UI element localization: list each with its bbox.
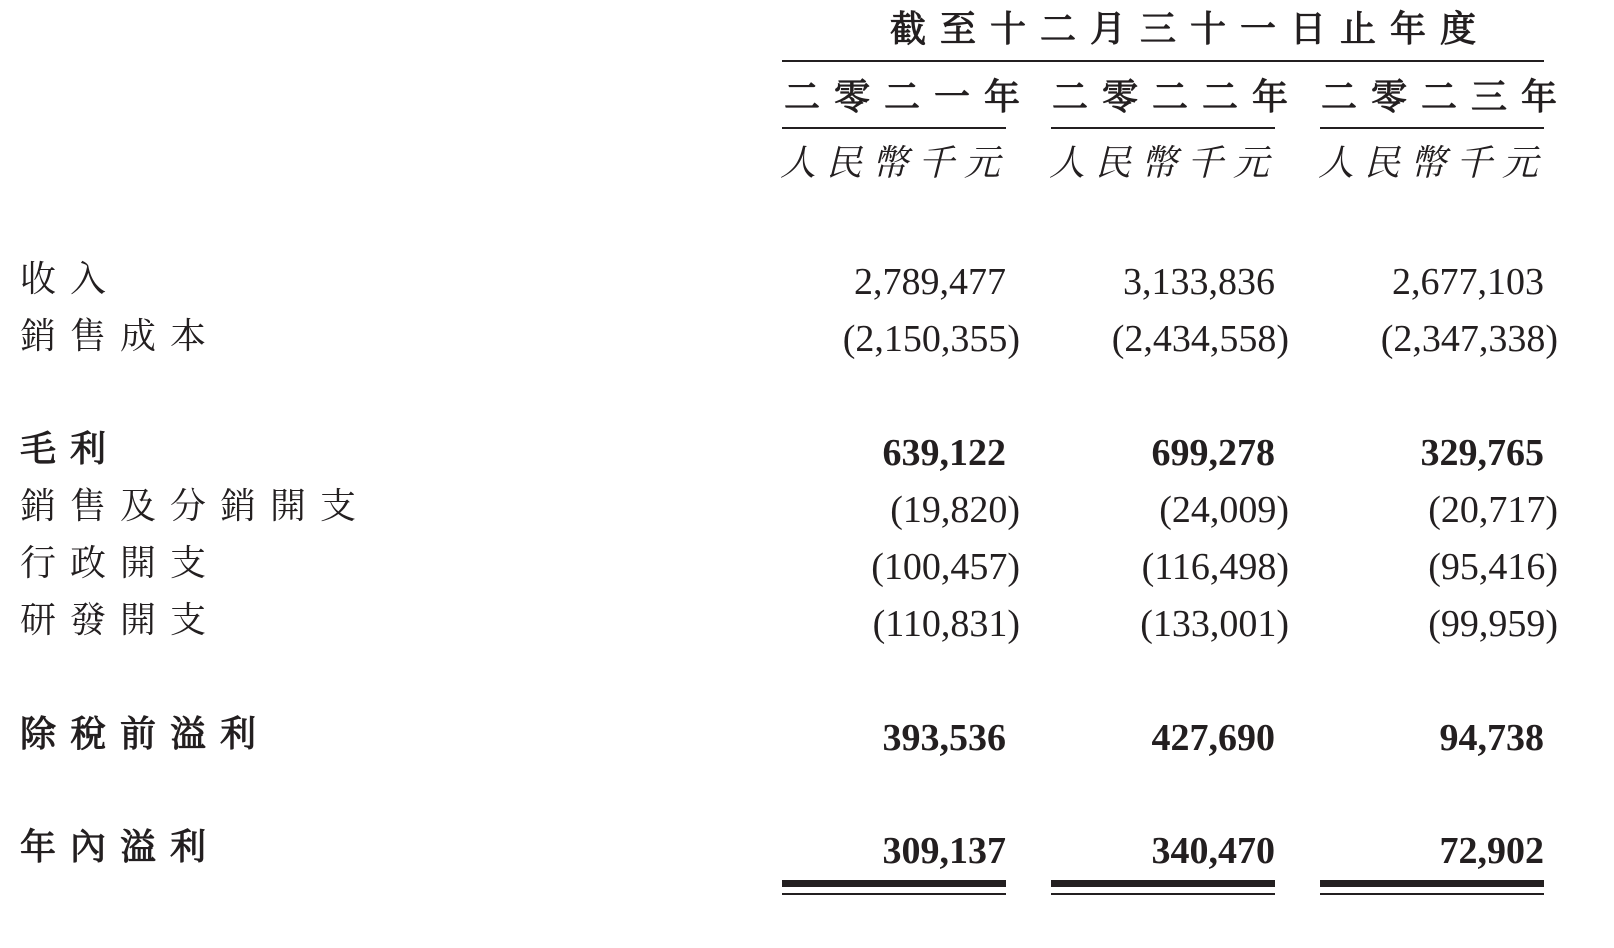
row-label-profit-for-year: 年內溢利 [20, 827, 221, 868]
value-admin-expenses-2021: (100,457) [871, 546, 1020, 588]
value-profit-for-year-2022: 340,470 [1151, 830, 1275, 872]
value-rnd-expenses-2022: (133,001) [1140, 603, 1289, 645]
row-label-revenue: 收入 [20, 259, 121, 300]
value-admin-expenses-2023: (95,416) [1428, 546, 1558, 588]
value-cost-of-sales-2022: (2,434,558) [1111, 318, 1289, 360]
year-header-2023: 二零二三年 [1321, 77, 1572, 118]
value-profit-before-tax-2023: 94,738 [1439, 717, 1544, 759]
total-underline-thick-2021 [782, 880, 1006, 887]
row-label-profit-before-tax: 除稅前溢利 [20, 714, 271, 755]
row-label-gross-profit: 毛利 [20, 429, 121, 470]
value-profit-for-year-2021: 309,137 [882, 830, 1006, 872]
value-revenue-2021: 2,789,477 [854, 261, 1006, 303]
year-underline-2021 [782, 127, 1006, 129]
value-rnd-expenses-2023: (99,959) [1428, 603, 1558, 645]
value-gross-profit-2021: 639,122 [882, 432, 1006, 474]
row-label-cost-of-sales: 銷售成本 [20, 316, 221, 357]
row-label-rnd-expenses: 研發開支 [20, 600, 221, 641]
value-selling-expenses-2022: (24,009) [1159, 489, 1289, 531]
total-underline-thin-2023 [1320, 893, 1544, 895]
value-gross-profit-2023: 329,765 [1420, 432, 1544, 474]
period-underline [782, 60, 1544, 62]
total-underline-thick-2022 [1051, 880, 1275, 887]
value-profit-before-tax-2021: 393,536 [882, 717, 1006, 759]
unit-label-2022: 人民幣千元 [1049, 143, 1280, 184]
value-cost-of-sales-2021: (2,150,355) [842, 318, 1020, 360]
value-cost-of-sales-2023: (2,347,338) [1380, 318, 1558, 360]
unit-label-2023: 人民幣千元 [1318, 143, 1549, 184]
row-label-selling-expenses: 銷售及分銷開支 [20, 486, 371, 527]
value-admin-expenses-2022: (116,498) [1141, 546, 1289, 588]
year-header-2021: 二零二一年 [784, 77, 1035, 118]
value-profit-before-tax-2022: 427,690 [1151, 717, 1275, 759]
year-underline-2023 [1320, 127, 1544, 129]
total-underline-thick-2023 [1320, 880, 1544, 887]
year-underline-2022 [1051, 127, 1275, 129]
value-profit-for-year-2023: 72,902 [1439, 830, 1544, 872]
value-selling-expenses-2021: (19,820) [890, 489, 1020, 531]
value-revenue-2022: 3,133,836 [1123, 261, 1275, 303]
value-selling-expenses-2023: (20,717) [1428, 489, 1558, 531]
value-gross-profit-2022: 699,278 [1151, 432, 1275, 474]
value-revenue-2023: 2,677,103 [1392, 261, 1544, 303]
value-rnd-expenses-2021: (110,831) [872, 603, 1020, 645]
year-header-2022: 二零二二年 [1052, 77, 1303, 118]
unit-label-2021: 人民幣千元 [780, 143, 1011, 184]
period-header: 截至十二月三十一日止年度 [890, 9, 1491, 50]
total-underline-thin-2022 [1051, 893, 1275, 895]
total-underline-thin-2021 [782, 893, 1006, 895]
row-label-admin-expenses: 行政開支 [20, 543, 221, 584]
